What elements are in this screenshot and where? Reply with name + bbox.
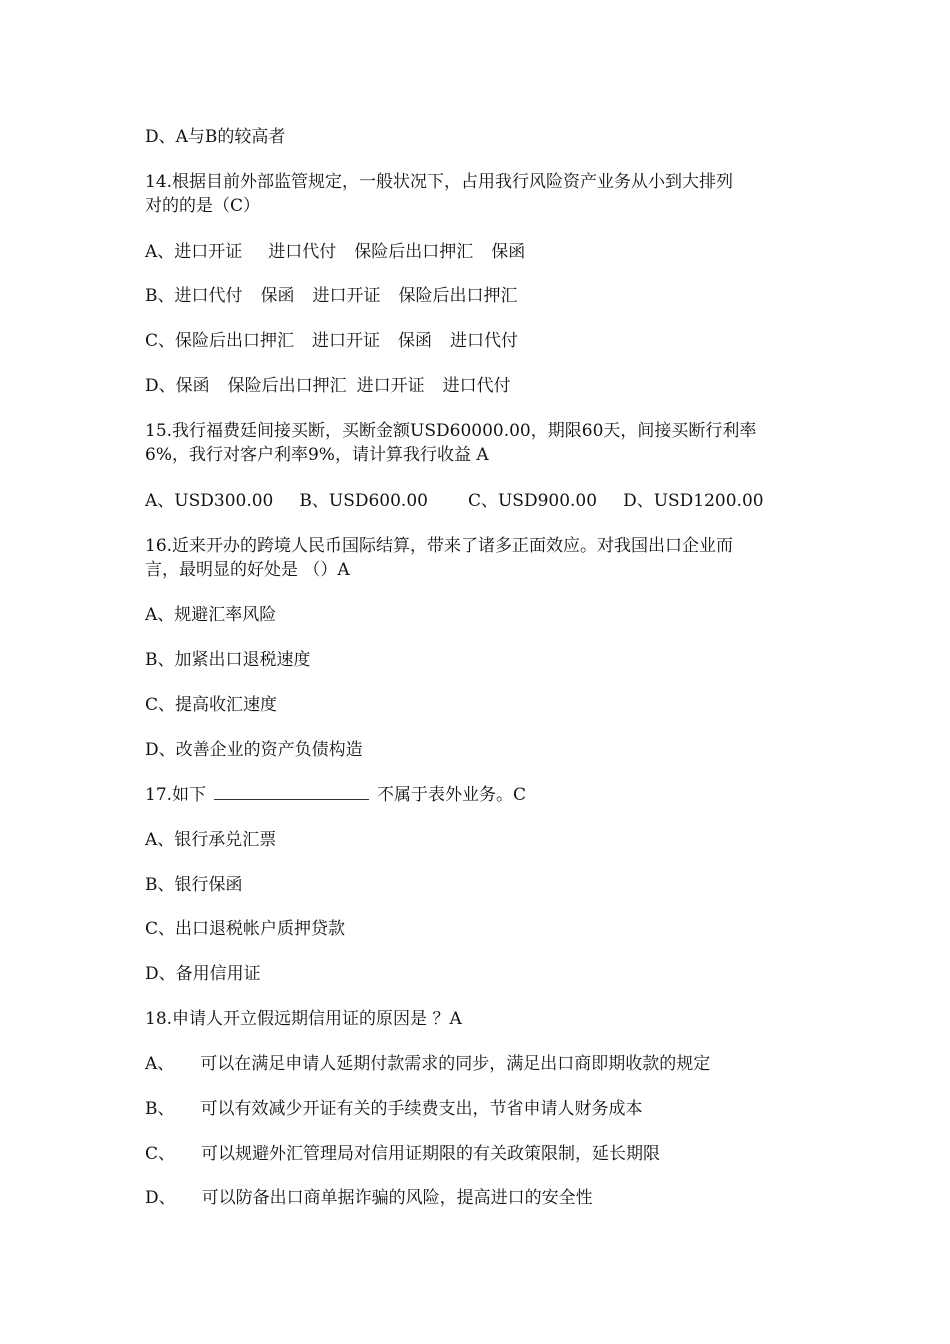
q14-b-item-4: 保险后出口押汇 [398,286,518,306]
q17-stem-pre: 17.如下 [145,785,207,805]
q16-option-a: A、规避汇率风险 [145,605,277,625]
q14-b-item-3: 进口开证 [312,286,381,306]
q18-d-label: D、 [145,1188,176,1208]
q18-a-label: A、 [145,1054,175,1074]
q16-option-d: D、改善企业的资产负债构造 [145,740,363,760]
q18-c-text: 可以规避外汇管理局对信用证期限的有关政策限制，延长期限 [201,1144,661,1164]
q14-c-item-3: 保函 [398,331,433,351]
q17-option-d: D、备用信用证 [145,964,261,984]
q17-option-a: A、银行承兑汇票 [145,830,277,850]
q18-option-d [145,1186,815,1210]
q17-stem [145,783,815,807]
q17-option-b: B、银行保函 [145,875,243,895]
q14-option-d [145,374,815,398]
q14-b-item-2: 保函 [260,286,295,306]
q18-b-text: 可以有效减少开证有关的手续费支出，节省申请人财务成本 [200,1099,643,1119]
q18-c-label: C、 [145,1144,176,1164]
q16-option-c: C、提高收汇速度 [145,695,278,715]
q14-d-item-1: D、保函 [145,376,210,396]
q14-c-item-4: 进口代付 [450,331,519,351]
q15-option-b: B、USD600.00 [299,491,428,511]
q14-option-c [145,329,815,353]
q15-options [145,489,815,513]
q18-a-text: 可以在满足申请人延期付款需求的同步，满足出口商即期收款的规定 [200,1054,711,1074]
q14-c-item-1: C、保险后出口押汇 [145,331,295,351]
q15-option-a: A、USD300.00 [145,491,274,511]
q16-stem-line-1: 16.近来开办的跨境人民币国际结算，带来了诸多正面效应。对我国出口企业而 [145,536,734,556]
q15-stem-line-1: 15.我行福费廷间接买断，买断金额USD60000.00，期限60天，间接买断行利率 [145,421,757,441]
q15-option-d: D、USD1200.00 [623,491,764,511]
q15-option-c: C、USD900.00 [467,491,598,511]
q18-option-b [145,1097,815,1121]
q14-a-item-4: 保函 [491,242,526,262]
q14-b-item-1: B、进口代付 [145,286,243,306]
q14-a-item-2: 进口代付 [268,242,337,262]
q18-option-a [145,1052,815,1076]
q14-d-item-2: 保险后出口押汇 [227,376,347,396]
q14-d-item-4: 进口代付 [442,376,511,396]
q16-stem-line-2: 言，最明显的好处是 （）A [145,560,350,580]
q17-stem-post: 不属于表外业务。C [377,785,527,805]
q14-a-item-3: 保险后出口押汇 [354,242,474,262]
q14-c-item-2: 进口开证 [312,331,381,351]
q17-option-c: C、出口退税帐户质押贷款 [145,919,346,939]
q15-stem-line-2: 6%，我行对客户利率9%，请计算我行收益 A [145,445,489,465]
q14-stem-line-1: 14.根据目前外部监管规定，一般状况下，占用我行风险资产业务从小到大排列 [145,172,734,192]
q14-option-b [145,284,815,308]
q18-stem: 18.申请人开立假远期信用证的原因是 ？A [145,1009,462,1029]
q18-b-label: B、 [145,1099,175,1119]
q14-option-a [145,240,815,264]
q14-a-item-1: A、进口开证 [145,242,243,262]
q16-option-b: B、加紧出口退税速度 [145,650,311,670]
q17-blank [214,785,369,800]
q13-option-d: D、A与B的较高者 [145,127,286,147]
q18-d-text: 可以防备出口商单据诈骗的风险，提高进口的安全性 [201,1188,593,1208]
q18-option-c [145,1142,815,1166]
q14-stem-line-2: 对的的是（C） [145,196,261,216]
q14-d-item-3: 进口开证 [356,376,425,396]
